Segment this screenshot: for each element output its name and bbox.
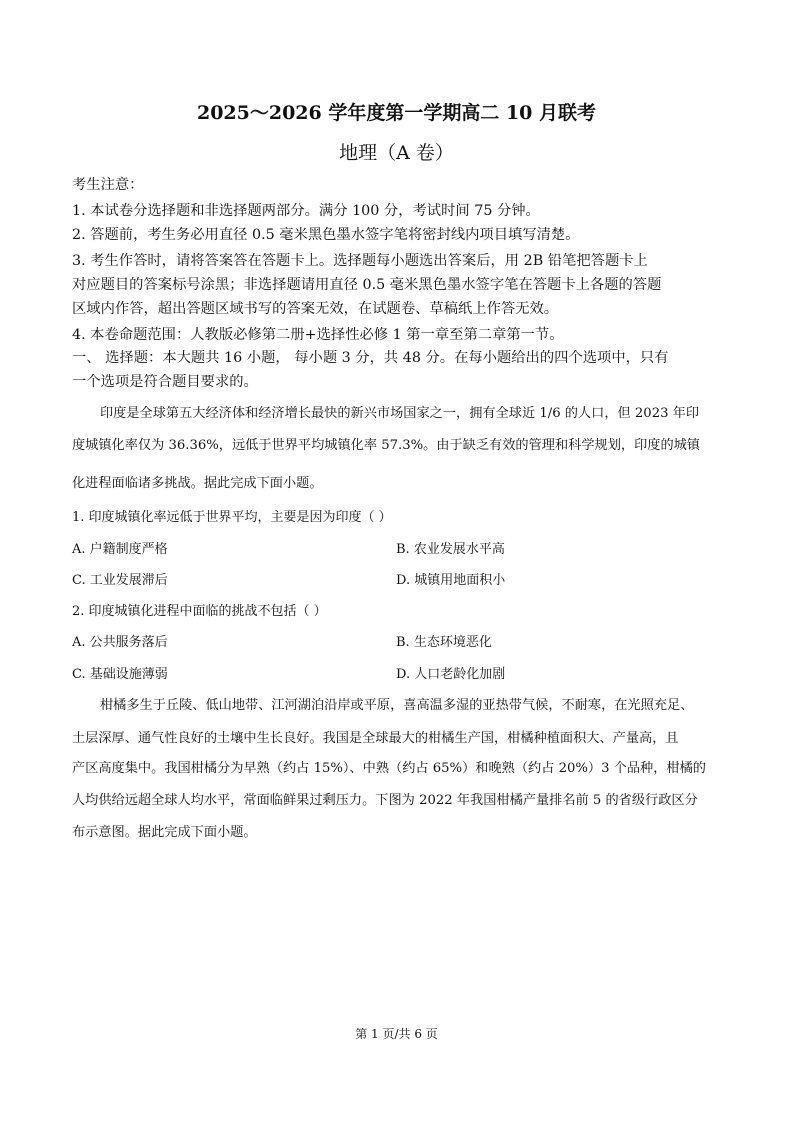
question-2-option-c: C. 基础设施薄弱 [72,667,168,682]
question-1-option-b: B. 农业发展水平高 [396,542,505,557]
passage2-line-4: 人均供给远超全球人均水平，常面临鲜果过剩压力。下图为 2022 年我国柑橘产量排名前 5 的省级行政区分 [72,793,698,808]
section-heading-line-1: 一、 选择题：本大题共 16 小题， 每小题 3 分，共 48 分。在每小题给出的四个选项中，只有 [72,350,669,366]
question-2-stem: 2. 印度城镇化进程中面临的挑战不包括（ ） [72,604,327,619]
page-number: 第 1 页/共 6 页 [355,1027,438,1041]
question-2-option-d: D. 人口老龄化加剧 [396,667,506,682]
notice-item-2: 2. 答题前，考生务必用直径 0.5 毫米黑色墨水签字笔将密封线内项目填写清楚。 [72,227,580,243]
notice-item-3-line-1: 3. 考生作答时，请将答案答在答题卡上。选择题每小题选出答案后，用 2B 铅笔把答题卡上 [72,253,648,269]
passage1-line-2: 度城镇化率仅为 36.36%，远低于世界平均城镇化率 57.3%。由于缺乏有效的管理和科学规划，印度的城镇 [72,438,701,453]
passage2-line-1: 柑橘多生于丘陵、低山地带、江河湖泊沿岸或平原，喜高温多湿的亚热带气候，不耐寒，在光照充足、 [100,698,694,713]
passage1-line-3: 化进程面临诸多挑战。据此完成下面小题。 [72,476,323,491]
passage2-line-3: 产区高度集中。我国柑橘分为早熟（约占 15%）、中熟（约占 65%）和晚熟（约占 20%）3 个品种，柑橘的 [72,761,706,776]
exam-title: 2025～2026 学年度第一学期高二 10 月联考 [196,102,597,124]
question-1-option-a: A. 户籍制度严格 [72,542,168,557]
question-2-option-b: B. 生态环境恶化 [396,635,492,650]
question-1-option-c: C. 工业发展滞后 [72,573,168,588]
question-1-stem: 1. 印度城镇化率远低于世界平均，主要是因为印度（ ） [72,510,392,525]
notice-item-4: 4. 本卷命题范围：人教版必修第二册+选择性必修 1 第一章至第二章第一节。 [72,327,564,343]
passage2-line-2: 土层深厚、通气性良好的土壤中生长良好。我国是全球最大的柑橘生产国，柑橘种植面积大、产量高，且 [72,731,679,746]
exam-subtitle: 地理（A 卷） [339,142,454,164]
question-2-option-a: A. 公共服务落后 [72,635,168,650]
notice-item-3-line-2: 对应题目的答案标号涂黑；非选择题请用直径 0.5 毫米黑色墨水签字笔在答题卡上各题的答题 [72,277,662,293]
passage1-line-1: 印度是全球第五大经济体和经济增长最快的新兴市场国家之一，拥有全球近 1/6 的人口，但 2023 年印 [100,406,700,421]
notice-heading: 考生注意： [72,177,144,193]
question-1-option-d: D. 城镇用地面积小 [396,573,506,588]
passage2-line-5: 布示意图。据此完成下面小题。 [72,825,257,840]
section-heading-line-2: 一个选项是符合题目要求的。 [72,374,258,390]
notice-item-3-line-3: 区域内作答，超出答题区域书写的答案无效，在试题卷、草稿纸上作答无效。 [72,301,559,317]
notice-item-1: 1. 本试卷分选择题和非选择题两部分。满分 100 分，考试时间 75 分钟。 [72,203,540,219]
